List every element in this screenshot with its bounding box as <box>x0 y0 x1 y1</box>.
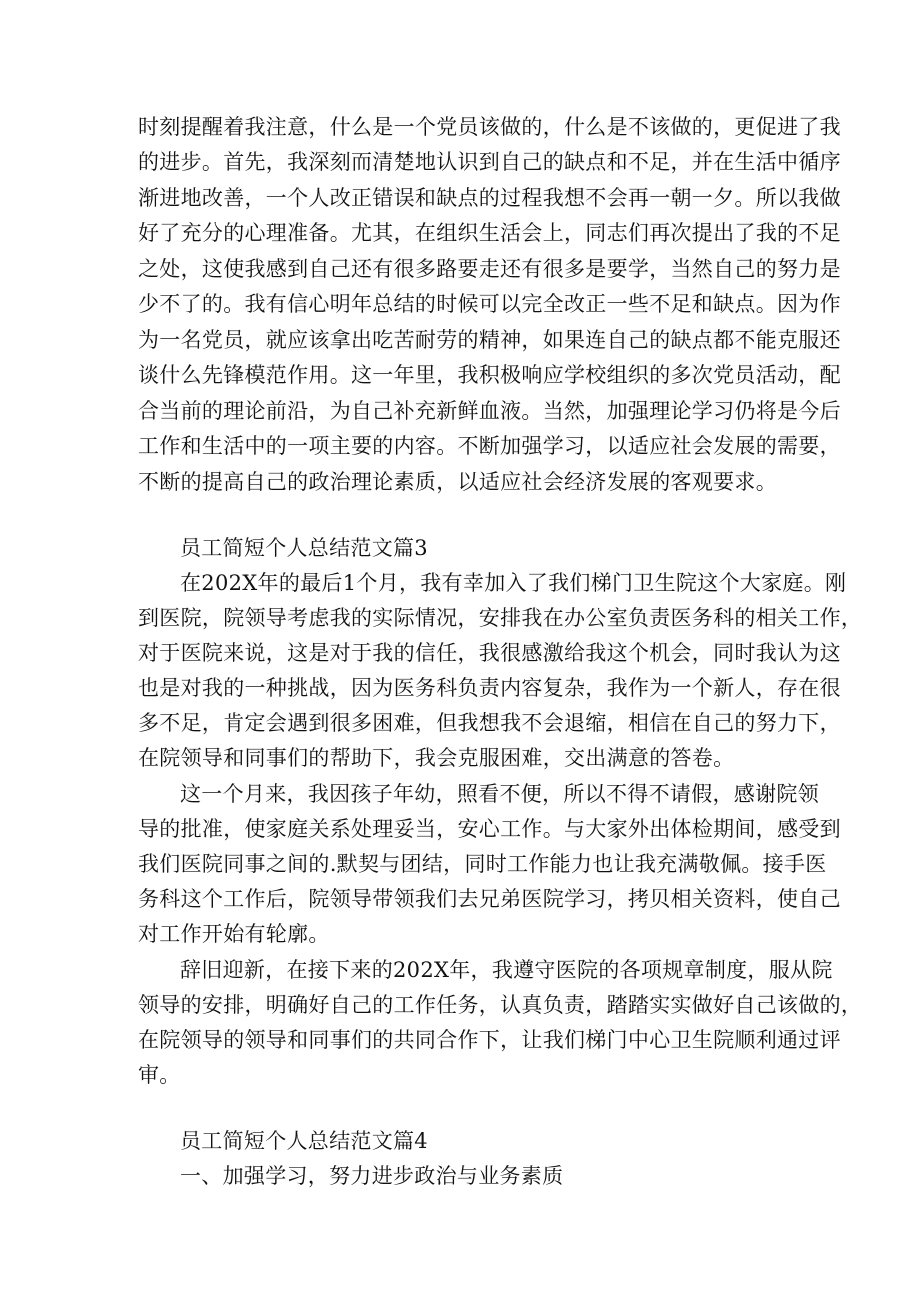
text-line: 合当前的理论前沿，为自己补充新鲜血液。当然，加强理论学习仍将是今后 <box>138 399 841 423</box>
text-line: 对于医院来说，这是对于我的信任，我很感激给我这个机会，同时我认为这 <box>138 641 841 665</box>
text-line: 务科这个工作后，院领导带领我们去兄弟医院学习，拷贝相关资料，使自己 <box>138 887 841 911</box>
text-line: 谈什么先锋模范作用。这一年里，我积极响应学校组织的多次党员活动，配 <box>138 363 841 387</box>
text-line: 到医院，院领导考虑我的实际情况，安排我在办公室负责医务科的相关工作， <box>138 606 863 630</box>
text-line: 为一名党员，就应该拿出吃苦耐劳的精神，如果连自己的缺点都不能克服还 <box>138 328 841 352</box>
text-line: 少不了的。我有信心明年总结的时候可以完全改正一些不足和缺点。因为作 <box>138 292 841 316</box>
text-line: 工作和生活中的一项主要的内容。不断加强学习，以适应社会发展的需要， <box>138 434 841 458</box>
text-line: 的进步。首先，我深刻而清楚地认识到自己的缺点和不足，并在生活中循序 <box>138 150 841 174</box>
text-line: 辞旧迎新，在接下来的202X年，我遵守医院的各项规章制度，服从院 <box>180 958 833 982</box>
text-line: 时刻提醒着我注意，什么是一个党员该做的，什么是不该做的，更促进了我 <box>138 115 841 139</box>
text-line: 多不足，肯定会遇到很多困难，但我想我不会退缩，相信在自己的努力下， <box>138 711 841 735</box>
text-line: 在院领导的领导和同事们的共同合作下，让我们梯门中心卫生院顺利通过评 <box>138 1028 841 1052</box>
text-line: 我们医院同事之间的.默契与团结，同时工作能力也让我充满敬佩。接手医 <box>138 852 827 876</box>
text-line: 好了充分的心理准备。尤其，在组织生活会上，同志们再次提出了我的不足 <box>138 221 841 245</box>
text-line: 之处，这使我感到自己还有很多路要走还有很多是要学，当然自己的努力是 <box>138 257 841 281</box>
text-line: 导的批准，使家庭关系处理妥当，安心工作。与大家外出体检期间，感受到 <box>138 817 841 841</box>
text-line: 领导的安排，明确好自己的工作任务，认真负责，踏踏实实做好自己该做的， <box>138 993 863 1017</box>
text-line: 对工作开始有轮廓。 <box>138 922 330 946</box>
text-line: 审。 <box>138 1063 181 1087</box>
section-heading: 员工简短个人总结范文篇4 <box>180 1129 428 1153</box>
text-line: 这一个月来，我因孩子年幼，照看不便，所以不得不请假，感谢院领 <box>180 782 819 806</box>
text-line: 渐进地改善，一个人改正错误和缺点的过程我想不会再一朝一夕。所以我做 <box>138 186 841 210</box>
text-line: 在202X年的最后1个月，我有幸加入了我们梯门卫生院这个大家庭。刚 <box>180 571 847 595</box>
section-heading: 员工简短个人总结范文篇3 <box>180 536 428 560</box>
text-line: 也是对我的一种挑战，因为医务科负责内容复杂，我作为一个新人，存在很 <box>138 676 841 700</box>
subheading: 一、加强学习，努力进步政治与业务素质 <box>180 1164 564 1188</box>
text-line: 不断的提高自己的政治理论素质，以适应社会经济发展的客观要求。 <box>138 470 777 494</box>
text-line: 在院领导和同事们的帮助下，我会克服困难，交出满意的答卷。 <box>138 746 735 770</box>
